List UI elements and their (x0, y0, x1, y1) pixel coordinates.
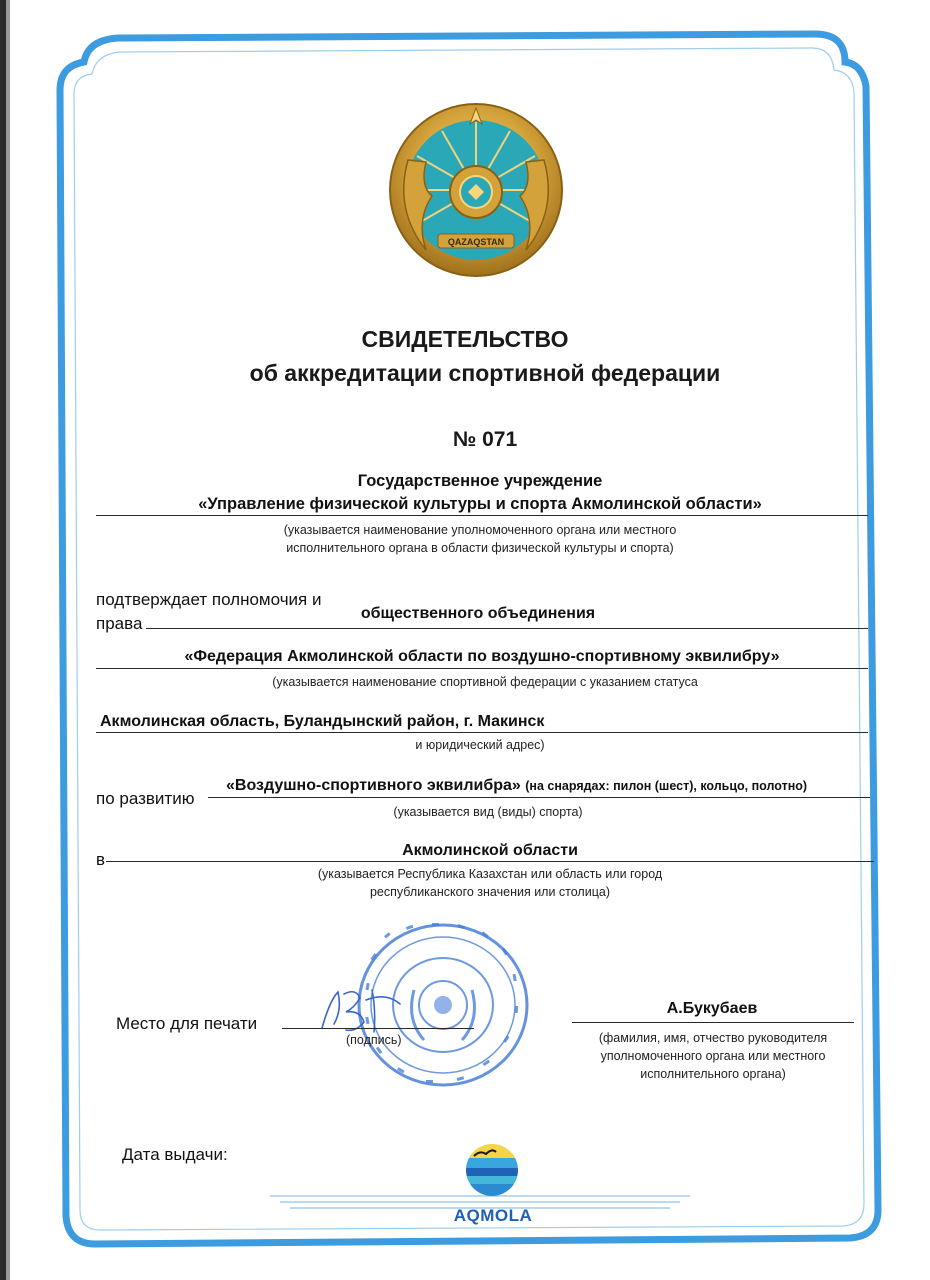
seal-place-label: Место для печати (116, 1014, 258, 1033)
issuer-hint-2: исполнительного органа в области физической культуры и спорта) (286, 541, 674, 555)
address-hint: и юридический адрес) (415, 738, 545, 752)
region-value: Акмолинской области (402, 842, 578, 859)
federation-name: «Федерация Акмолинской области по воздушно-спортивному эквилибру» (184, 648, 780, 665)
sport-underline (208, 797, 870, 798)
official-hint-2: уполномоченного органа или местного (600, 1049, 826, 1063)
federation-underline (96, 668, 868, 669)
kazakhstan-emblem-icon (386, 100, 566, 280)
org-type-underline (146, 628, 868, 629)
issuer-type: Государственное учреждение (357, 472, 603, 490)
document-title: СВИДЕТЕЛЬСТВО (361, 326, 569, 352)
confirms-label-2: права (96, 614, 143, 633)
sport-apparatus: (на снарядах: пилон (шест), кольцо, полотно) (525, 779, 808, 793)
signature-underline (282, 1028, 474, 1029)
official-underline (572, 1022, 854, 1023)
document-subtitle: об аккредитации спортивной федерации (249, 360, 721, 386)
region-hint-1: (указывается Республика Казахстан или область или город (317, 867, 663, 881)
confirms-label-1: подтверждает полномочия и (96, 590, 322, 609)
aqmola-logo-text: AQMOLA (453, 1206, 533, 1225)
official-name: А.Букубаев (666, 1000, 758, 1017)
legal-address: Акмолинская область, Буландынский район, г. Макинск (100, 713, 545, 730)
sport-label: по развитию (96, 789, 195, 808)
address-underline (96, 732, 868, 733)
issuer-name: «Управление физической культуры и спорта Акмолинской области» (198, 495, 762, 513)
issue-date-label: Дата выдачи: (122, 1145, 228, 1164)
sport-value (226, 777, 807, 795)
certificate-number: № 071 (452, 428, 518, 451)
sport-name: «Воздушно-спортивного эквилибра» (226, 777, 521, 794)
signature-hint: (подпись) (346, 1033, 402, 1047)
svg-text:QAZAQSTAN: QAZAQSTAN (447, 237, 505, 247)
region-hint-2: республиканского значения или столица) (369, 885, 610, 899)
region-underline (106, 861, 874, 862)
aqmola-logo-icon (462, 1140, 522, 1200)
handwritten-signature-icon (316, 980, 416, 1040)
federation-hint: (указывается наименование спортивной федерации с указанием статуса (272, 675, 698, 689)
region-label: в (96, 850, 106, 869)
sport-hint: (указывается вид (виды) спорта) (393, 805, 583, 819)
issuer-hint-1: (указывается наименование уполномоченного органа или местного (283, 523, 677, 537)
issuer-underline (96, 515, 868, 516)
official-hint-1: (фамилия, имя, отчество руководителя (598, 1031, 828, 1045)
official-hint-3: исполнительного органа) (640, 1067, 786, 1081)
org-type: общественного объединения (360, 605, 596, 622)
